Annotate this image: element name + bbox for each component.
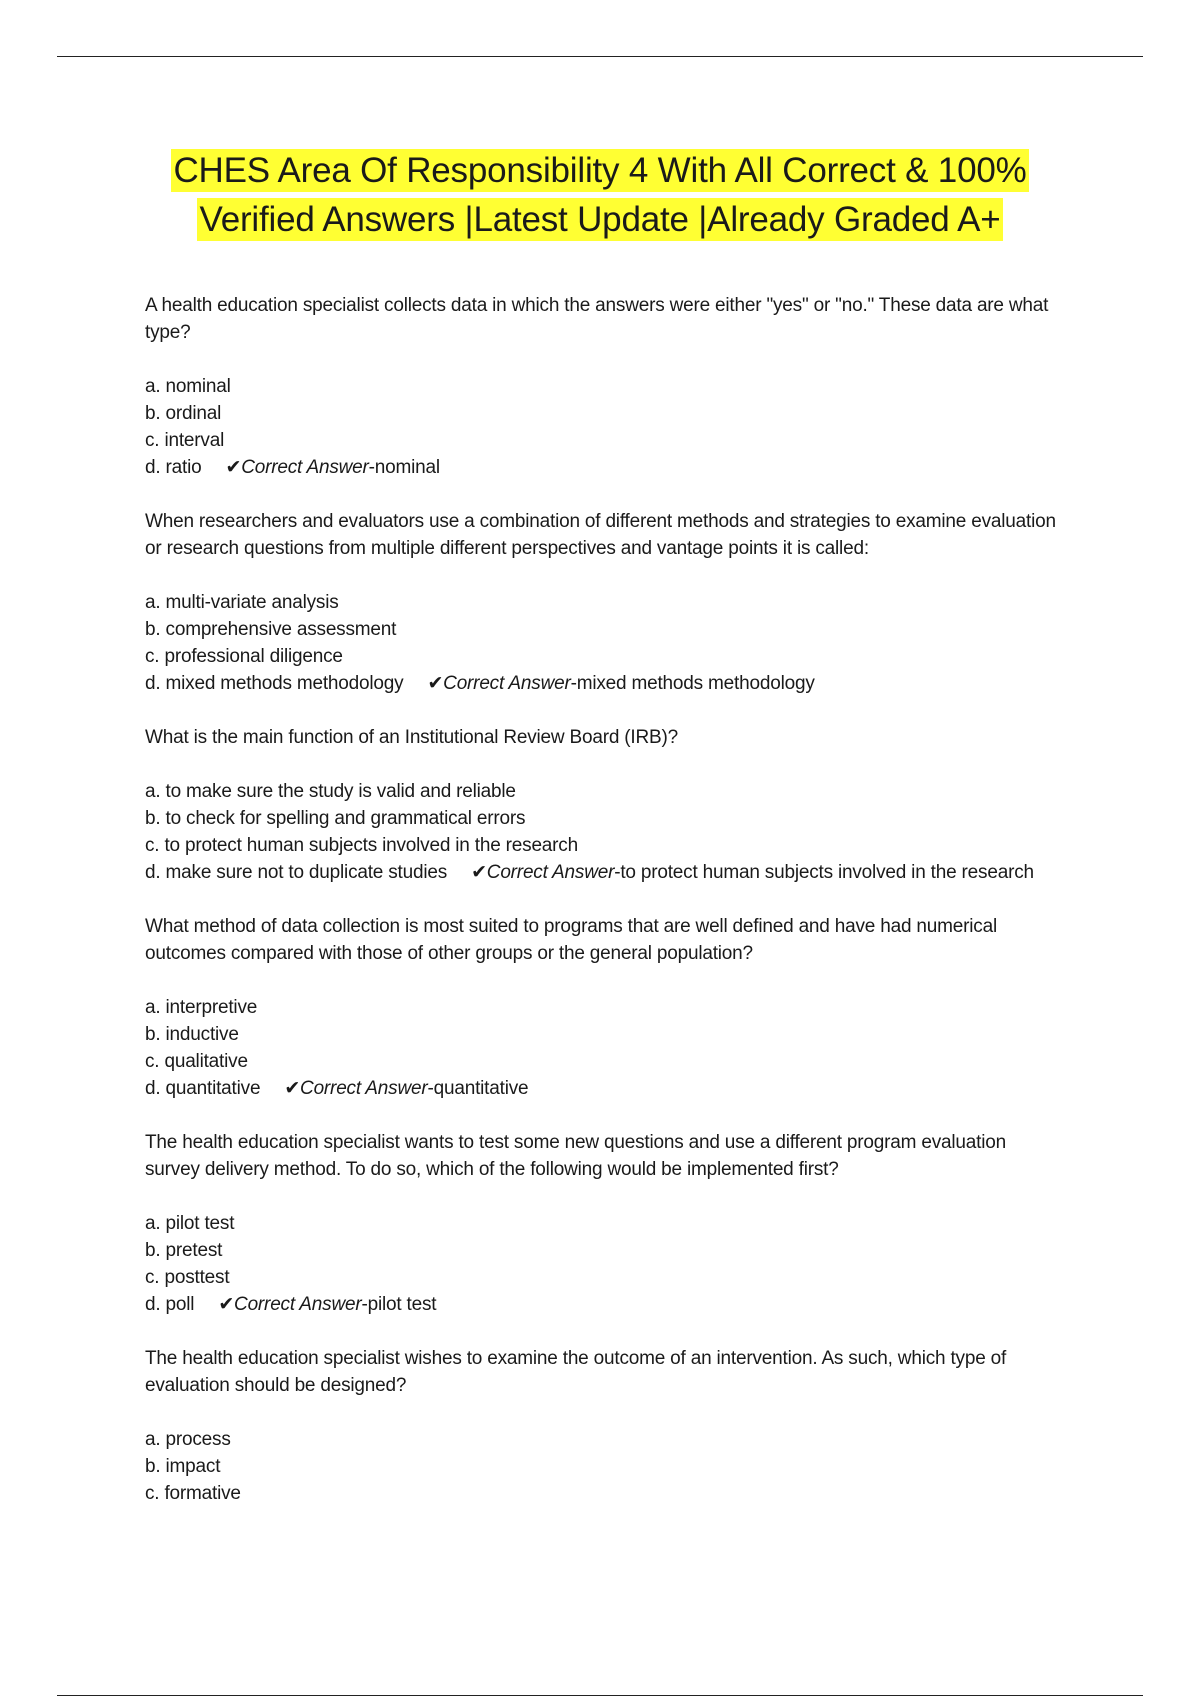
correct-answer-label: Correct Answer bbox=[443, 673, 571, 694]
answer-option: c. interval bbox=[145, 430, 225, 451]
check-icon: ✔ bbox=[471, 862, 487, 883]
answer-option: c. posttest bbox=[145, 1267, 230, 1288]
option-text: d. quantitative bbox=[145, 1078, 261, 1099]
answer-option-last bbox=[145, 1075, 1065, 1102]
answer-option: a. process bbox=[145, 1429, 231, 1450]
question-text: What is the main function of an Institutional Review Board (IRB)? bbox=[145, 727, 678, 748]
correct-answer-label: Correct Answer bbox=[234, 1294, 362, 1315]
check-icon: ✔ bbox=[225, 457, 242, 478]
answer-option: a. pilot test bbox=[145, 1213, 235, 1234]
answer-option-last bbox=[145, 670, 1065, 697]
correct-answer-value: -quantitative bbox=[427, 1078, 529, 1099]
correct-answer-label: Correct Answer bbox=[300, 1078, 428, 1099]
answer-option: c. to protect human subjects involved in the research bbox=[145, 835, 578, 856]
answer-option: b. comprehensive assessment bbox=[145, 619, 397, 640]
correct-answer-label: Correct Answer bbox=[241, 457, 369, 478]
correct-answer-value: -pilot test bbox=[361, 1294, 437, 1315]
question-block-5 bbox=[145, 1129, 1065, 1318]
title-line-1: CHES Area Of Responsibility 4 With All Correct & 100% bbox=[173, 151, 1027, 190]
document-body bbox=[145, 292, 1065, 1534]
correct-answer-label: Correct Answer bbox=[486, 862, 615, 883]
header-rule bbox=[57, 56, 1143, 57]
question-block-3 bbox=[145, 724, 1065, 886]
document-title bbox=[60, 146, 1140, 244]
check-icon: ✔ bbox=[427, 673, 444, 694]
answer-option: b. ordinal bbox=[145, 403, 222, 424]
correct-answer-value: -to protect human subjects involved in the research bbox=[614, 862, 1034, 883]
answer-option-last bbox=[145, 1291, 1065, 1318]
answer-option: a. multi-variate analysis bbox=[145, 592, 339, 613]
correct-answer bbox=[427, 673, 814, 694]
answer-option: c. formative bbox=[145, 1483, 241, 1504]
correct-answer-value: -nominal bbox=[368, 457, 440, 478]
correct-answer bbox=[284, 1078, 528, 1099]
option-text: d. make sure not to duplicate studies bbox=[145, 862, 448, 883]
answer-option: a. nominal bbox=[145, 376, 231, 397]
answer-option-last bbox=[145, 859, 1065, 886]
answer-option: b. pretest bbox=[145, 1240, 223, 1261]
answer-option: b. impact bbox=[145, 1456, 221, 1477]
answer-option-last bbox=[145, 454, 1065, 481]
correct-answer bbox=[218, 1294, 436, 1315]
question-block-4 bbox=[145, 913, 1065, 1102]
option-text: d. poll bbox=[145, 1294, 195, 1315]
option-text: d. mixed methods methodology bbox=[145, 673, 404, 694]
check-icon: ✔ bbox=[218, 1294, 235, 1315]
answer-option: b. to check for spelling and grammatical errors bbox=[145, 808, 526, 829]
footer-rule bbox=[57, 1695, 1143, 1696]
correct-answer bbox=[471, 862, 1034, 883]
answer-option: a. to make sure the study is valid and reliable bbox=[145, 781, 516, 802]
question-text: A health education specialist collects data in which the answers were either "yes" or "no." These data are what type? bbox=[145, 295, 1049, 343]
answer-option: b. inductive bbox=[145, 1024, 239, 1045]
answer-option: c. professional diligence bbox=[145, 646, 343, 667]
answer-option: c. qualitative bbox=[145, 1051, 248, 1072]
correct-answer-value: -mixed methods methodology bbox=[570, 673, 815, 694]
question-text: The health education specialist wishes to examine the outcome of an intervention. As such, which type of evaluation should be designed? bbox=[145, 1348, 1007, 1396]
question-text: The health education specialist wants to test some new questions and use a different program evaluation survey delivery method. To do so, which of the following would be implemented first? bbox=[145, 1132, 1006, 1180]
option-text: d. ratio bbox=[145, 457, 202, 478]
answer-option: a. interpretive bbox=[145, 997, 258, 1018]
question-block-1 bbox=[145, 292, 1065, 481]
question-text: When researchers and evaluators use a combination of different methods and strategies to examine evaluation or research questions from multiple different perspectives and vantage points it is called: bbox=[145, 511, 1056, 559]
question-block-2 bbox=[145, 508, 1065, 697]
question-text: What method of data collection is most suited to programs that are well defined and have had numerical outcomes compared with those of other groups or the general population? bbox=[145, 916, 997, 964]
question-block-6 bbox=[145, 1345, 1065, 1507]
check-icon: ✔ bbox=[284, 1078, 301, 1099]
title-line-2: Verified Answers |Latest Update |Already Graded A+ bbox=[199, 200, 1001, 239]
correct-answer bbox=[226, 457, 440, 478]
